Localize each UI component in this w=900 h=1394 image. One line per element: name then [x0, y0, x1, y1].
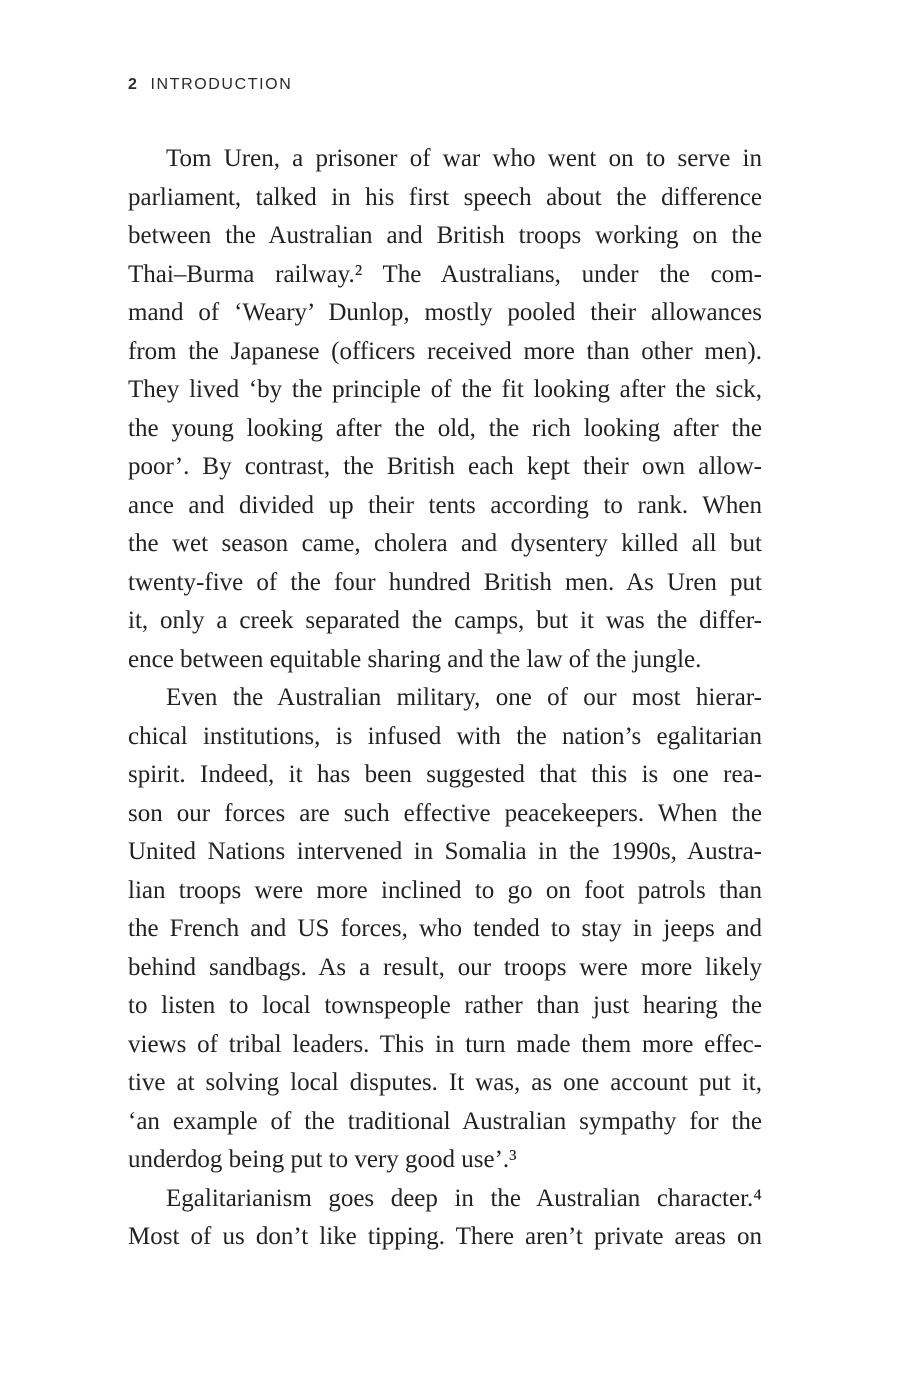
- text-line: to listen to local townspeople rather than just hearing the: [128, 992, 762, 1019]
- section-title: INTRODUCTION: [150, 76, 293, 93]
- paragraph-2: [128, 679, 762, 1180]
- text-line: ‘an example of the traditional Australian sympathy for the: [128, 1107, 762, 1135]
- text-line: poor’. By contrast, the British each kept their own allow-: [128, 453, 762, 480]
- text-line: ance and divided up their tents according to rank. When: [128, 491, 762, 519]
- text-line: United Nations intervened in Somalia in the 1990s, Austra-: [128, 838, 762, 865]
- body-text: [128, 140, 762, 1257]
- paragraph-3: [128, 1180, 762, 1257]
- paragraph-1: [128, 140, 762, 679]
- text-line: chical institutions, is infused with the nation’s egalitarian: [128, 722, 762, 750]
- text-line: ence between equitable sharing and the law of the jungle.: [128, 645, 702, 673]
- text-line: Most of us don’t like tipping. There aren’t private areas on: [128, 1223, 762, 1250]
- text-line: views of tribal leaders. This in turn made them more effec-: [128, 1030, 762, 1058]
- text-line: lian troops were more inclined to go on foot patrols than: [128, 876, 762, 904]
- text-line: the young looking after the old, the rich looking after the: [128, 414, 762, 442]
- text-line: tive at solving local disputes. It was, as one account put it,: [128, 1069, 762, 1096]
- text-line: twenty-five of the four hundred British men. As Uren put: [128, 568, 762, 596]
- text-line: parliament, talked in his first speech about the difference: [128, 183, 762, 211]
- text-line: underdog being put to very good use’.³: [128, 1146, 517, 1173]
- text-line: Thai–Burma railway.² The Australians, under the com-: [128, 260, 762, 288]
- text-line: Even the Australian military, one of our most hierar-: [166, 684, 762, 711]
- text-line: mand of ‘Weary’ Dunlop, mostly pooled their allowances: [128, 299, 762, 326]
- text-line: from the Japanese (officers received more than other men).: [128, 337, 762, 365]
- text-line: the wet season came, cholera and dysentery killed all but: [128, 530, 762, 557]
- running-head: [128, 76, 292, 94]
- text-line: behind sandbags. As a result, our troops were more likely: [128, 953, 762, 981]
- text-line: Egalitarianism goes deep in the Australian character.⁴: [166, 1184, 762, 1212]
- text-line: the French and US forces, who tended to stay in jeeps and: [128, 915, 762, 942]
- text-line: son our forces are such effective peacekeepers. When the: [128, 799, 762, 827]
- text-line: it, only a creek separated the camps, but it was the differ-: [128, 607, 762, 634]
- text-line: between the Australian and British troops working on the: [128, 222, 762, 249]
- page-number: 2: [128, 76, 139, 93]
- text-line: spirit. Indeed, it has been suggested that this is one rea-: [128, 761, 762, 788]
- text-line: They lived ‘by the principle of the fit looking after the sick,: [128, 376, 762, 403]
- text-line: Tom Uren, a prisoner of war who went on to serve in: [166, 145, 762, 172]
